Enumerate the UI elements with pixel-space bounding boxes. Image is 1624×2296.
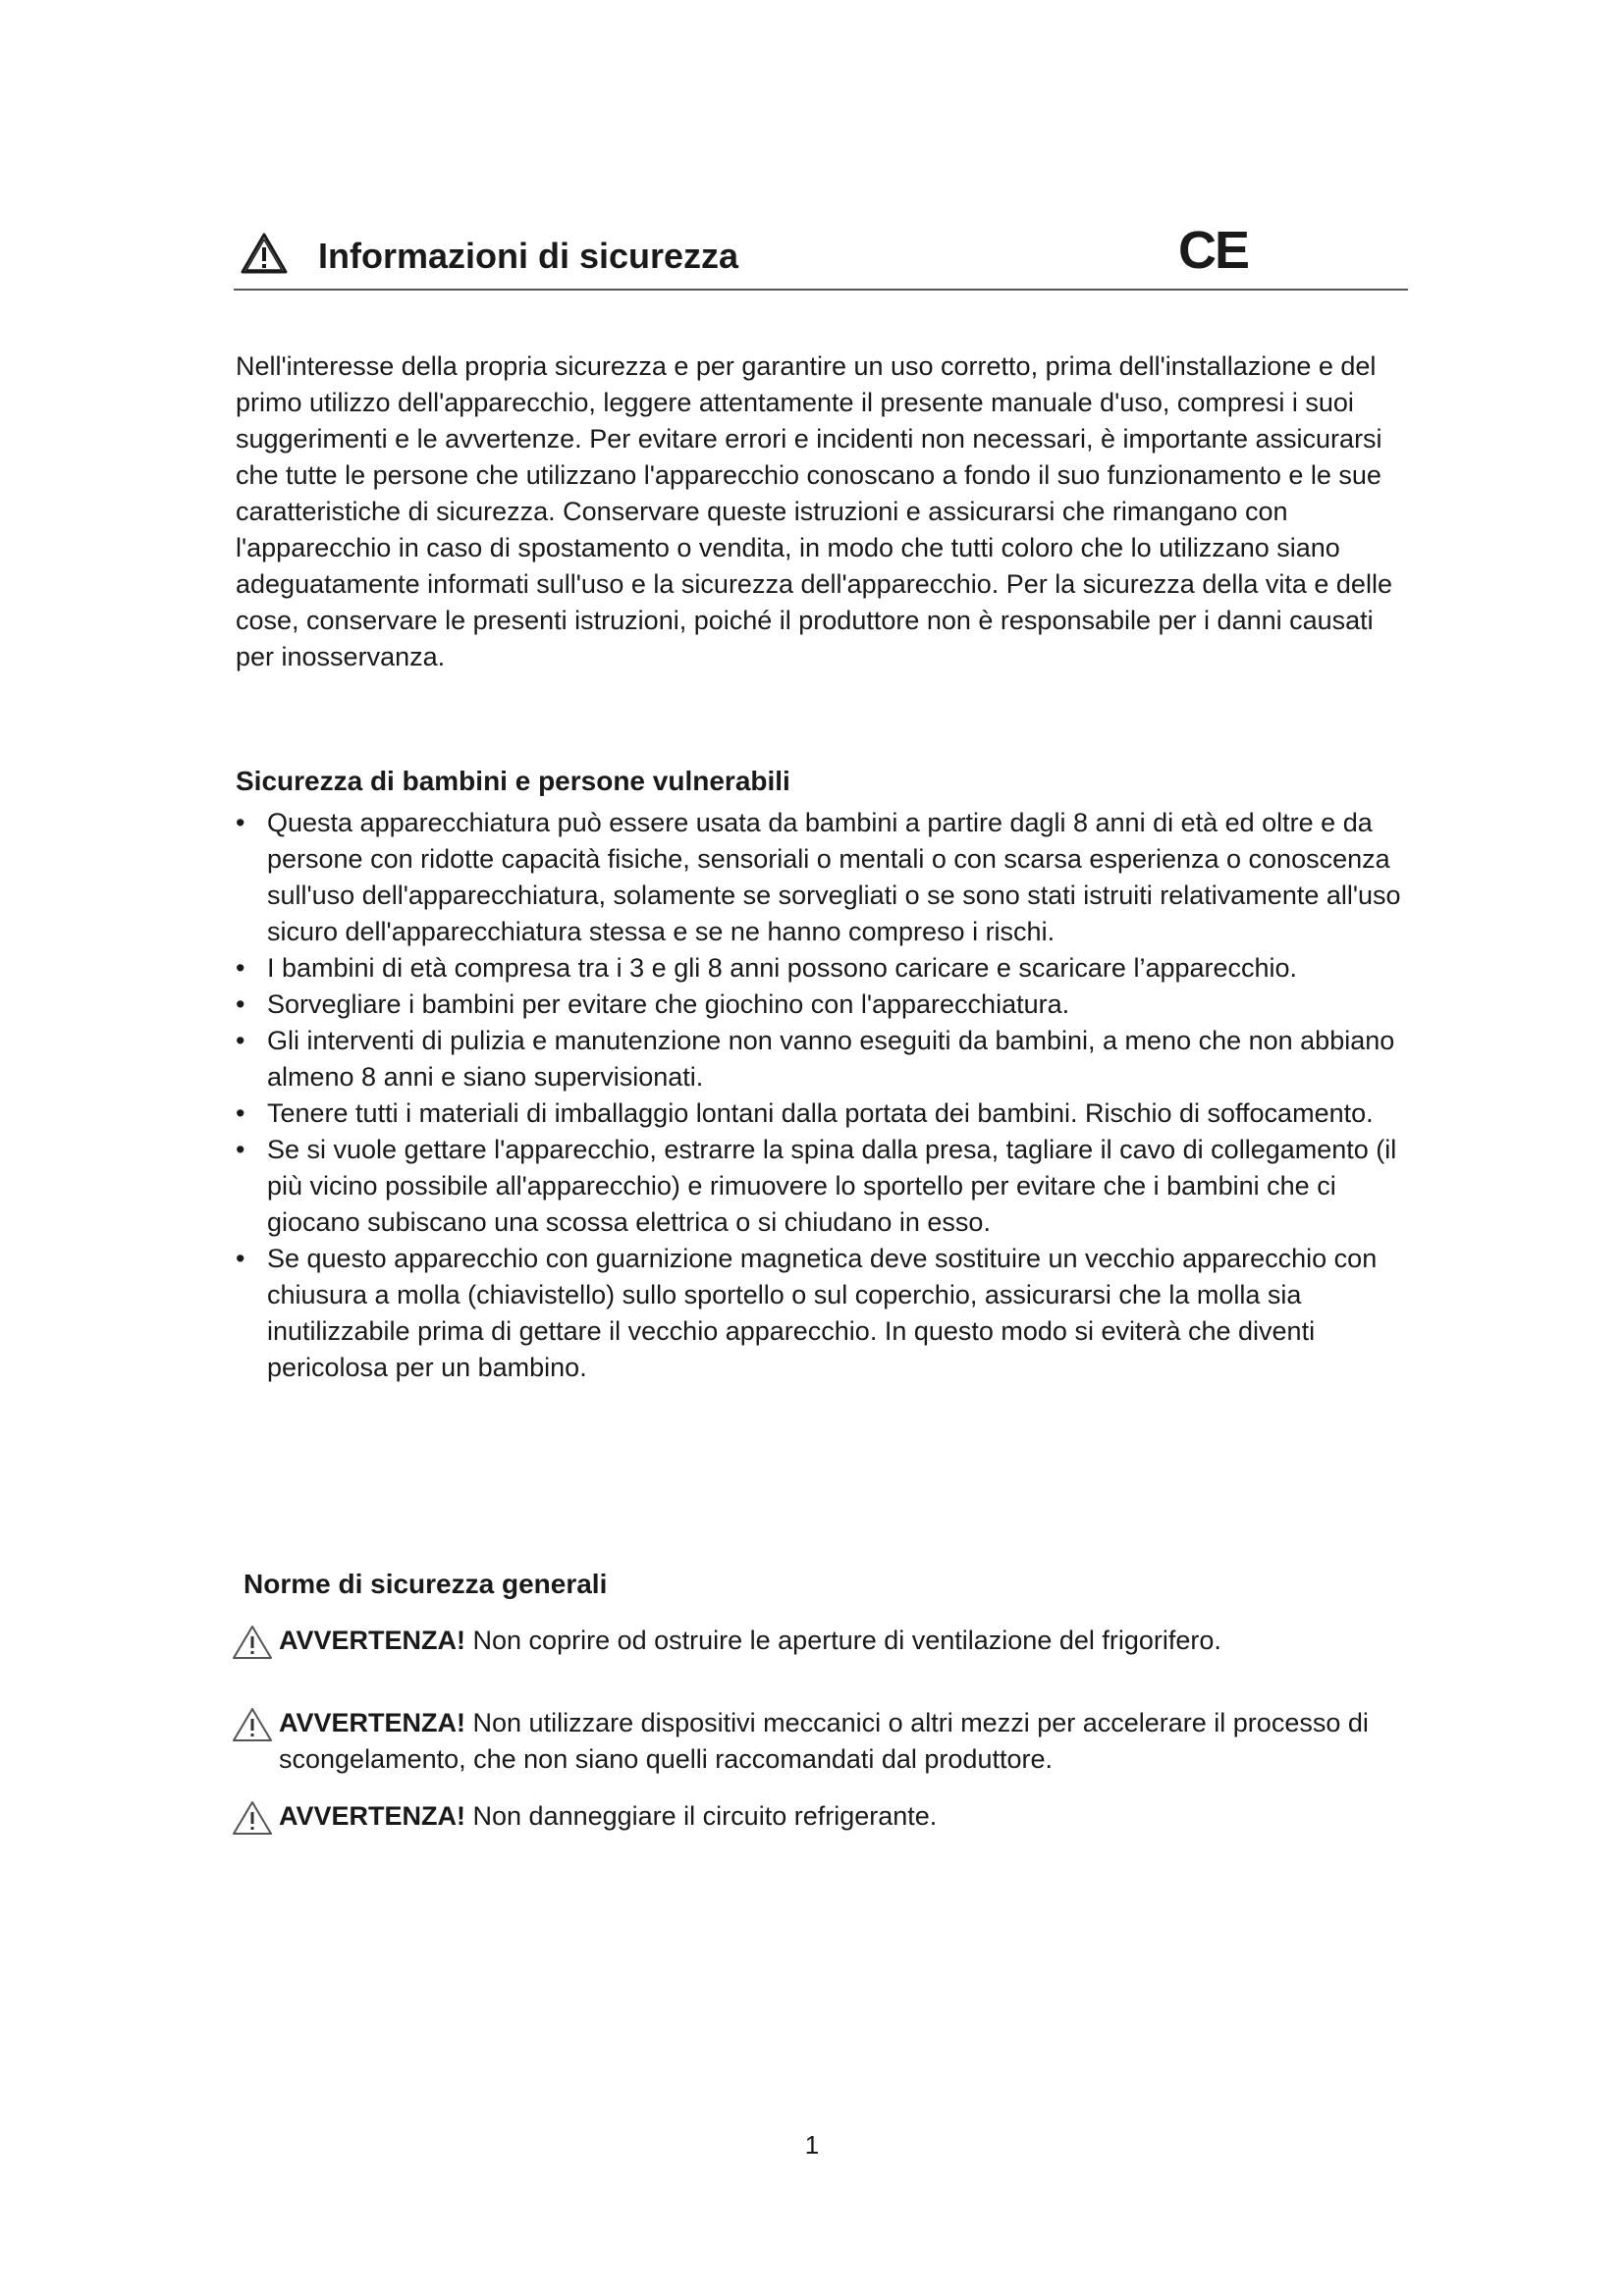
page-number: 1 <box>804 2130 820 2160</box>
bullet-icon: • <box>236 1244 245 1273</box>
list-item-text: Sorvegliare i bambini per evitare che giochino con l'apparecchiatura. <box>267 989 1070 1019</box>
list-item-text: Questa apparecchiatura può essere usata da bambini a partire dagli 8 anni di età ed oltre e da persone con ridotte capacità fisiche, sensoriali o mentali o con scarsa esperienza o conoscenza sull'uso dell'apparecchiatura, solamente se sorvegliati o se sono stati istruiti relativamente all'uso sicuro dell'apparecchiatura stessa e se ne hanno compreso i rischi. <box>267 808 1401 946</box>
list-item <box>236 1023 1424 1095</box>
warning-triangle-icon <box>240 232 289 275</box>
bullet-icon: • <box>236 1135 245 1164</box>
list-item-text: Tenere tutti i materiali di imballaggio lontani dalla portata dei bambini. Rischio di soffocamento. <box>267 1098 1374 1128</box>
bullet-icon: • <box>236 953 245 983</box>
warning-label: AVVERTENZA! <box>279 1708 466 1737</box>
warning-body: Non danneggiare il circuito refrigerante. <box>465 1801 938 1831</box>
list-item <box>236 987 1424 1023</box>
general-safety-heading: Norme di sicurezza generali <box>244 1569 608 1599</box>
warning-label: AVVERTENZA! <box>279 1801 466 1831</box>
children-safety-list <box>236 805 1424 1386</box>
bullet-icon: • <box>236 1098 245 1128</box>
warning-triangle-icon <box>232 1625 273 1660</box>
list-item <box>236 1132 1424 1241</box>
warning-item <box>232 1705 1420 1778</box>
page-header <box>234 221 1408 291</box>
list-item <box>236 805 1424 950</box>
list-item-text: Se questo apparecchio con guarnizione magnetica deve sostituire un vecchio apparecchio con chiusura a molla (chiavistello) sullo sportello o sul coperchio, assicurarsi che la molla sia inutilizzabile prima di gettare il vecchio apparecchio. In questo modo si eviterà che diventi pericolosa per un bambino. <box>267 1244 1378 1382</box>
list-item-text: Gli interventi di pulizia e manutenzione non vanno eseguiti da bambini, a meno che non abbiano almeno 8 anni e siano supervisionati. <box>267 1026 1395 1092</box>
list-item <box>236 1095 1424 1132</box>
ce-mark: CE <box>1178 221 1249 280</box>
page-title: Informazioni di sicurezza <box>318 236 739 276</box>
warning-body: Non utilizzare dispositivi meccanici o altri mezzi per accelerare il processo di scongelamento, che non siano quelli raccomandati dal produttore. <box>279 1708 1369 1774</box>
bullet-icon: • <box>236 989 245 1019</box>
warning-label: AVVERTENZA! <box>279 1626 466 1655</box>
warning-text <box>232 1705 1420 1778</box>
header-divider <box>234 289 1408 291</box>
warning-body: Non coprire od ostruire le aperture di ventilazione del frigorifero. <box>465 1626 1221 1655</box>
warning-triangle-icon <box>232 1707 273 1742</box>
list-item <box>236 950 1424 987</box>
warning-item <box>232 1798 1420 1835</box>
bullet-icon: • <box>236 1026 245 1055</box>
warning-item <box>232 1623 1420 1659</box>
children-safety-heading: Sicurezza di bambini e persone vulnerabili <box>236 766 790 796</box>
list-item-text: I bambini di età compresa tra i 3 e gli 8 anni possono caricare e scaricare l’apparecchio. <box>267 953 1298 983</box>
warning-text <box>232 1623 1420 1659</box>
warning-text <box>232 1798 1420 1835</box>
list-item <box>236 1241 1424 1386</box>
bullet-icon: • <box>236 808 245 837</box>
warning-triangle-icon <box>232 1800 273 1836</box>
list-item-text: Se si vuole gettare l'apparecchio, estrarre la spina dalla presa, tagliare il cavo di collegamento (il più vicino possibile all'apparecchio) e rimuovere lo sportello per evitare che i bambini che ci giocano subiscano una scossa elettrica o si chiudano in esso. <box>267 1135 1397 1237</box>
intro-paragraph: Nell'interesse della propria sicurezza e per garantire un uso corretto, prima dell'installazione e del primo utilizzo dell'apparecchio, leggere attentamente il presente manuale d'uso, compresi i suoi suggerimenti e le avvertenze. Per evitare errori e incidenti non necessari, è importante assicurarsi che tutte le persone che utilizzano l'apparecchio conoscano a fondo il suo funzionamento e le sue caratteristiche di sicurezza. Conservare queste istruzioni e assicurarsi che rimangano con l'apparecchio in caso di spostamento o vendita, in modo che tutti coloro che lo utilizzano siano adeguatamente informati sull'uso e la sicurezza dell'apparecchio. Per la sicurezza della vita e delle cose, conservare le presenti istruzioni, poiché il produttore non è responsabile per i danni causati per inosservanza. <box>236 351 1392 671</box>
